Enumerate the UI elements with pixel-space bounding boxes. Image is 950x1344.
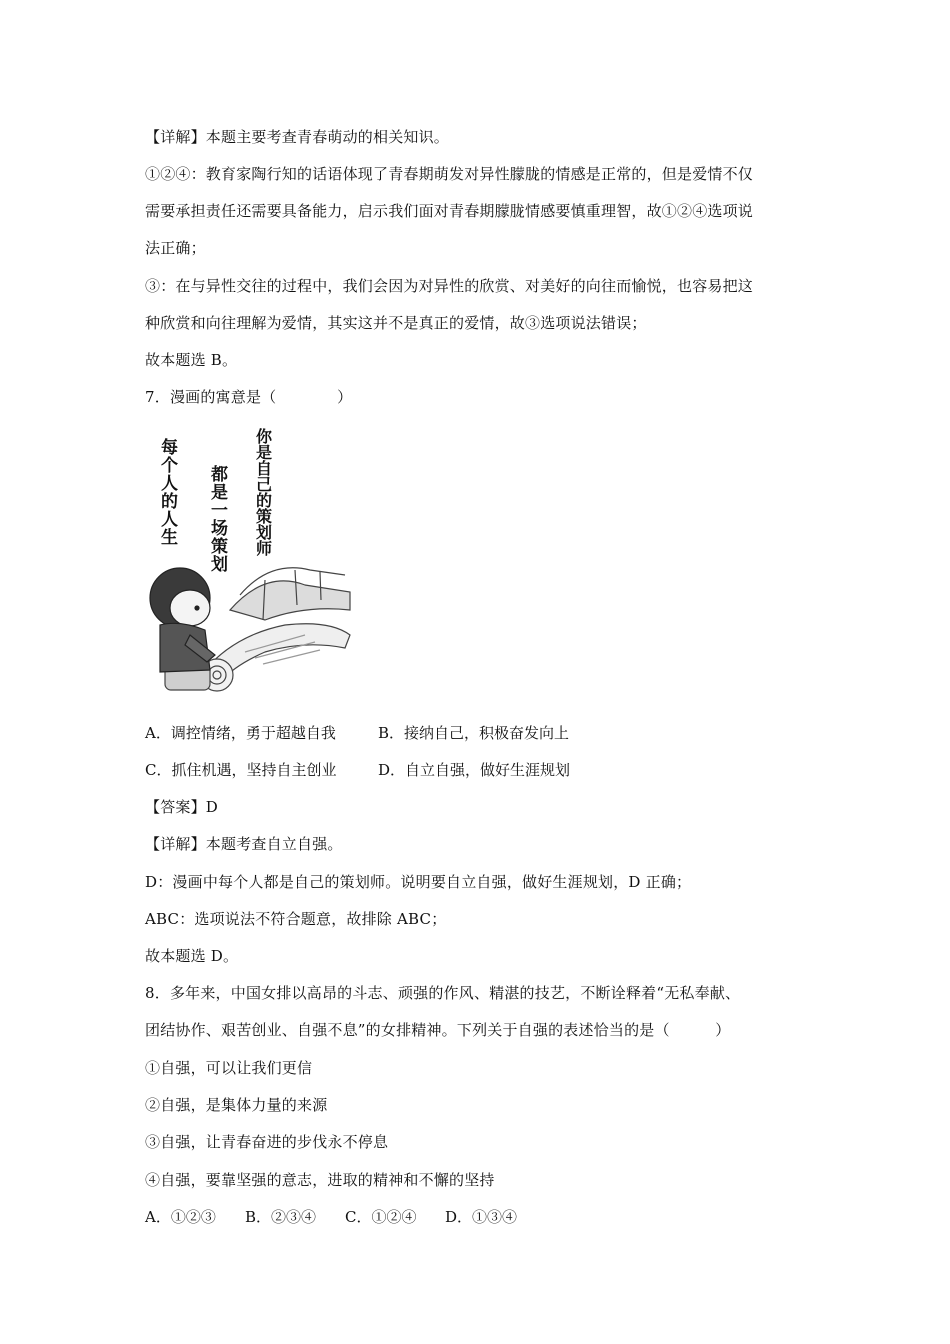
- q8-stem-line1: 8．多年来，中国女排以高昂的斗志、顽强的作风、精湛的技艺，不断诠释着“无私奉献、: [145, 984, 741, 1002]
- q8-item-2: ②自强，是集体力量的来源: [145, 1096, 328, 1114]
- q7-option-b[interactable]: B．接纳自己，积极奋发向上: [378, 724, 570, 742]
- q8-stem-line2: 团结协作、艰苦创业、自强不息”的女排精神。下列关于自强的表述恰当的是（ ）: [145, 1021, 731, 1039]
- q8-options: [145, 1206, 517, 1227]
- detail-q6-p1-line3: 法正确；: [145, 239, 206, 257]
- cartoon-text-col2: 都是一场策划: [207, 465, 227, 573]
- detail-q6-intro: 【详解】本题主要考查青春萌动的相关知识。: [145, 128, 450, 146]
- q7-options-row1: [145, 722, 569, 743]
- q8-item-3: ③自强，让青春奋进的步伐永不停息: [145, 1133, 389, 1151]
- detail-q6-p2-line2: 种欣赏和向往理解为爱情，其实这并不是真正的爱情，故③选项说法错误；: [145, 314, 647, 332]
- detail-q6-p2-line1: ③：在与异性交往的过程中，我们会因为对异性的欣赏、对美好的向往而愉悦，也容易把这: [145, 277, 754, 295]
- q8-option-b[interactable]: B．②③④: [245, 1208, 317, 1226]
- q7-detail-line1: D：漫画中每个人都是自己的策划师。说明要自立自强，做好生涯规划，D 正确；: [145, 873, 692, 891]
- q7-option-c[interactable]: C．抓住机遇，坚持自主创业: [145, 761, 337, 779]
- q7-answer: 【答案】D: [145, 798, 219, 816]
- q7-conclusion: 故本题选 D。: [145, 947, 239, 965]
- q8-option-c[interactable]: C．①②④: [345, 1208, 417, 1226]
- q8-item-1: ①自强，可以让我们更信: [145, 1059, 313, 1077]
- cartoon-illustration: [145, 420, 355, 695]
- q7-options-row2: [145, 759, 570, 780]
- detail-q6-p1-line1: ①②④：教育家陶行知的话语体现了青春期萌发对异性朦胧的情感是正常的，但是爱情不仅: [145, 165, 754, 183]
- q8-item-4: ④自强，要靠坚强的意志，进取的精神和不懈的坚持: [145, 1171, 495, 1189]
- boy-figure: [150, 568, 215, 672]
- detail-q6-p1-line2: 需要承担责任还需要具备能力，启示我们面对青春期朦胧情感要慎重理智，故①②④选项说: [145, 202, 754, 220]
- cartoon-text-col3: 你是自己的策划师: [253, 428, 273, 556]
- cartoon-text-col1: 每个人的人生: [157, 438, 177, 546]
- q8-option-d[interactable]: D．①③④: [445, 1208, 518, 1226]
- q7-stem: 7．漫画的寓意是（ ）: [145, 388, 353, 406]
- q7-detail-intro: 【详解】本题考查自立自强。: [145, 835, 343, 853]
- q7-option-d[interactable]: D．自立自强，做好生涯规划: [378, 761, 571, 779]
- q7-option-a[interactable]: A．调控情绪，勇于超越自我: [145, 724, 336, 742]
- detail-q6-conclusion: 故本题选 B。: [145, 351, 238, 369]
- q8-option-a[interactable]: A．①②③: [145, 1208, 216, 1226]
- q7-detail-line2: ABC：选项说法不符合题意，故排除 ABC；: [145, 910, 447, 928]
